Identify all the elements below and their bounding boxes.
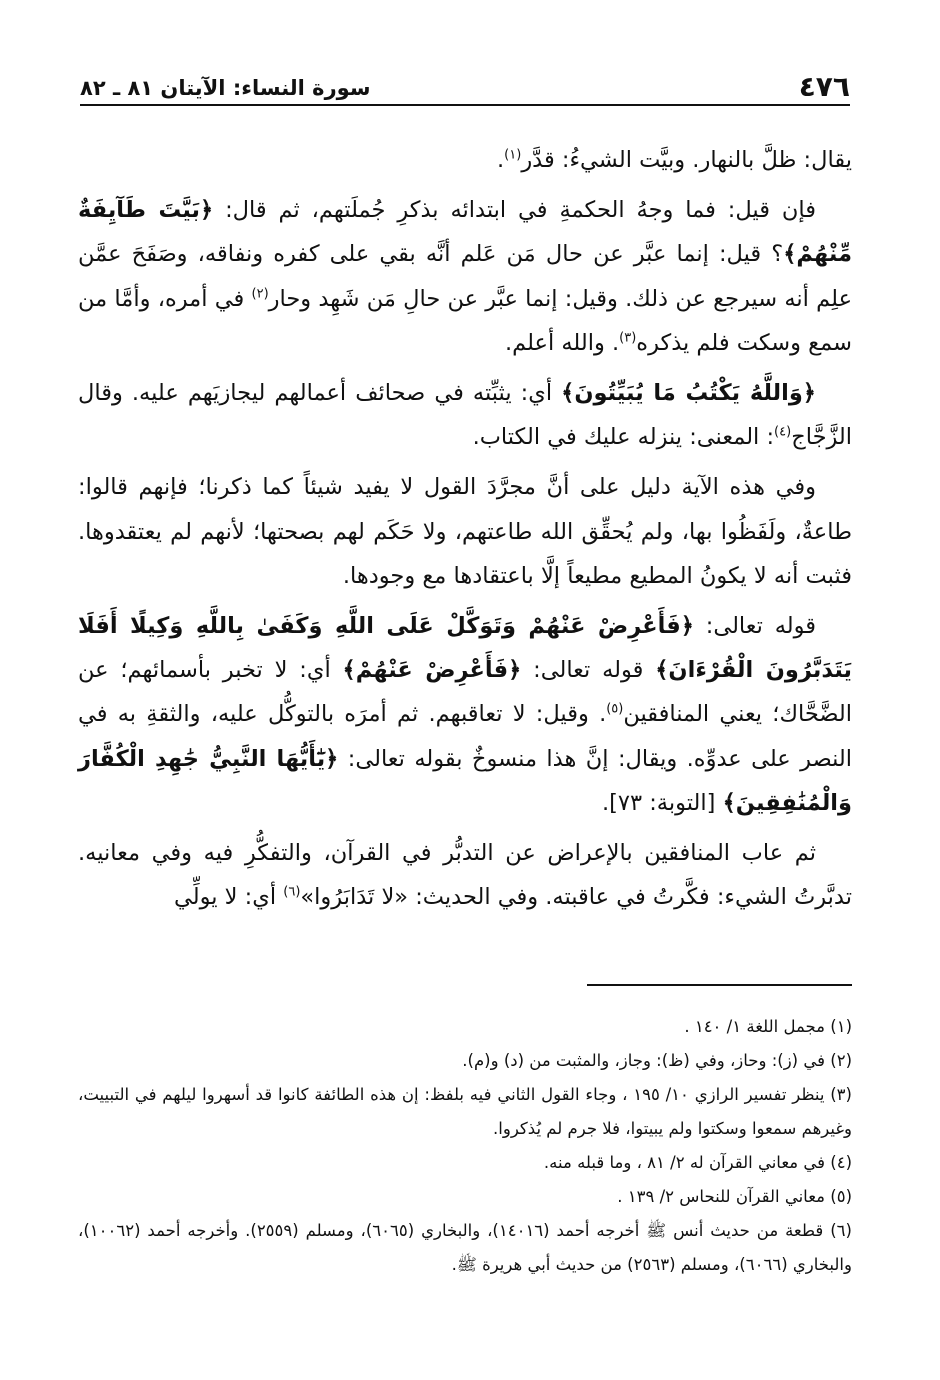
quran-quote: ﴿بَيَّتَ طَآيِفَةٌ مِّنْهُمْ﴾ bbox=[78, 197, 852, 268]
footnote: (١) مجمل اللغة ١/ ١٤٠ . bbox=[684, 1017, 852, 1036]
page-number: ٤٧٦ bbox=[798, 70, 850, 103]
running-title: سورة النساء: الآيتان ٨١ ـ ٨٢ bbox=[80, 76, 371, 100]
footnote-rule bbox=[587, 984, 852, 986]
paragraph-5: قوله تعالى: ﴿فَأَعْرِضْ عَنْهُمْ وَتَوَكَّلْ عَلَى اللَّهِ وَكَفَىٰ بِاللَّهِ وَكِيلًا أَفَلَا يَتَدَبَّرُونَ الْقُرْءَانَ﴾ قوله تعالى: ﴿فَأَعْرِضْ عَنْهُمْ﴾ أي: لا تخبر بأسمائهم؛ عن الضَّحَّاك؛ يعني المنافقين$^{(٥)}$. وقيل: لا تعاقبهم. ثم أمرَه بالتوكُّل عليه، والثقةِ به في النصر على عدوِّه. ويقال: إنَّ هذا منسوخٌ بقوله تعالى: ﴿يَٰٓأَيُّهَا النَّبِيُّ جَٰهِدِ الْكُفَّارَ وَالْمُنَٰفِقِينَ﴾ [التوبة: ٧٣]. bbox=[78, 613, 852, 816]
footnote: (٤) في معاني القرآن له ٢/ ٨١ ، وما قبله منه. bbox=[543, 1153, 852, 1172]
footnote: (٢) في (ز): وحاز، وفي (ظ): وجاز، والمثبت من (د) و(م). bbox=[462, 1051, 852, 1070]
quran-quote: ﴿فَأَعْرِضْ عَنْهُمْ وَتَوَكَّلْ عَلَى اللَّهِ وَكَفَىٰ بِاللَّهِ وَكِيلًا أَفَلَا يَتَدَبَّرُونَ الْقُرْءَانَ﴾ bbox=[78, 613, 852, 684]
main-text bbox=[78, 138, 852, 925]
paragraph-4: وفي هذه الآية دليل على أنَّ مجرَّدَ القول لا يفيد شيئاً كما ذكرنا؛ فإنهم قالوا: طاعةٌ، ولَفَظُوا بها، ولم يُحقِّق الله طاعتهم، ولا حَكَم لهم بصحتها؛ لأنهم لم يعتقدوها. فثبت أنه لا يكونُ المطيع مطيعاً إلَّا باعتقادها مع وجودها. bbox=[78, 474, 852, 589]
quran-quote: ﴿يَٰٓأَيُّهَا النَّبِيُّ جَٰهِدِ الْكُفَّارَ وَالْمُنَٰفِقِينَ﴾ bbox=[78, 745, 852, 816]
paragraph-1: يقال: ظلَّ بالنهار. وبيَّت الشيءُ: قدَّر$^{(١)}$. bbox=[497, 147, 852, 173]
footnote: (٦) قطعة من حديث أنس ﷺ أخرجه أحمد (١٤٠١٦)، والبخاري (٦٠٦٥)، ومسلم (٢٥٥٩). وأخرجه أحمد (١٠٠٦٢)، والبخاري (٦٠٦٦)، ومسلم (٢٥٦٣) من حديث أبي هريرة ﷺ. bbox=[78, 1221, 852, 1274]
quran-citation: [التوبة: ٧٣]. bbox=[601, 789, 716, 816]
quran-quote: ﴿فَأَعْرِضْ عَنْهُمْ﴾ bbox=[342, 657, 522, 684]
footnote-ref-3: (٣) bbox=[619, 330, 637, 346]
footnote-ref-6: (٦) bbox=[283, 884, 301, 900]
header-rule bbox=[80, 104, 850, 106]
paragraph-2: فإن قيل: فما وجهُ الحكمةِ في ابتدائه بذكرِ جُملَتهم، ثم قال: ﴿بَيَّتَ طَآيِفَةٌ مِّنْهُمْ﴾؟ قيل: إنما عبَّر عن حال مَن عَلم أنَّه بقي على كفره ونفاقه، وصَفَحَ عمَّن علِم أنه سيرجع عن ذلك. وقيل: إنما عبَّر عن حالِ مَن شَهِد وحار$^{(٢)}$ في أمره، وأمَّا من سمع وسكت فلم يذكره$^{(٣)}$. والله أعلم. bbox=[78, 197, 853, 356]
footnote-ref-5: (٥) bbox=[606, 701, 624, 717]
page-header bbox=[80, 68, 850, 102]
footnote-ref-2: (٢) bbox=[251, 286, 269, 302]
footnote: (٣) ينظر تفسير الرازي ١٠/ ١٩٥ ، وجاء القول الثاني فيه بلفظ: إن هذه الطائفة كانوا قد أسهروا ليلهم في التبييت، وغيرهم سمعوا وسكتوا ولم يبيتوا، فلا جرم لم يُذكروا. bbox=[78, 1085, 852, 1138]
footnotes bbox=[78, 1010, 852, 1282]
paragraph-6: ثم عاب المنافقين بالإعراض عن التدبُّر في القرآن، والتفكُّرِ فيه وفي معانيه. تدبَّرتُ الشيء: فكَّرتُ في عاقبته. وفي الحديث: «لا تَدَابَرُوا»$^{(٦)}$ أي: لا يولِّي bbox=[78, 840, 852, 911]
quran-quote: ﴿وَاللَّهُ يَكْتُبُ مَا يُبَيِّتُونَ﴾ bbox=[561, 380, 816, 407]
footnote: (٥) معاني القرآن للنحاس ٢/ ١٣٩ . bbox=[617, 1187, 852, 1206]
paragraph-3: ﴿وَاللَّهُ يَكْتُبُ مَا يُبَيِّتُونَ﴾ أي: يثبِّته في صحائف أعمالهم ليجازيَهم عليه. وقال الزَّجَّاج$^{(٤)}$: المعنى: ينزله عليك في الكتاب. bbox=[78, 380, 852, 451]
footnote-ref-1: (١) bbox=[504, 147, 522, 163]
footnote-ref-4: (٤) bbox=[774, 424, 792, 440]
